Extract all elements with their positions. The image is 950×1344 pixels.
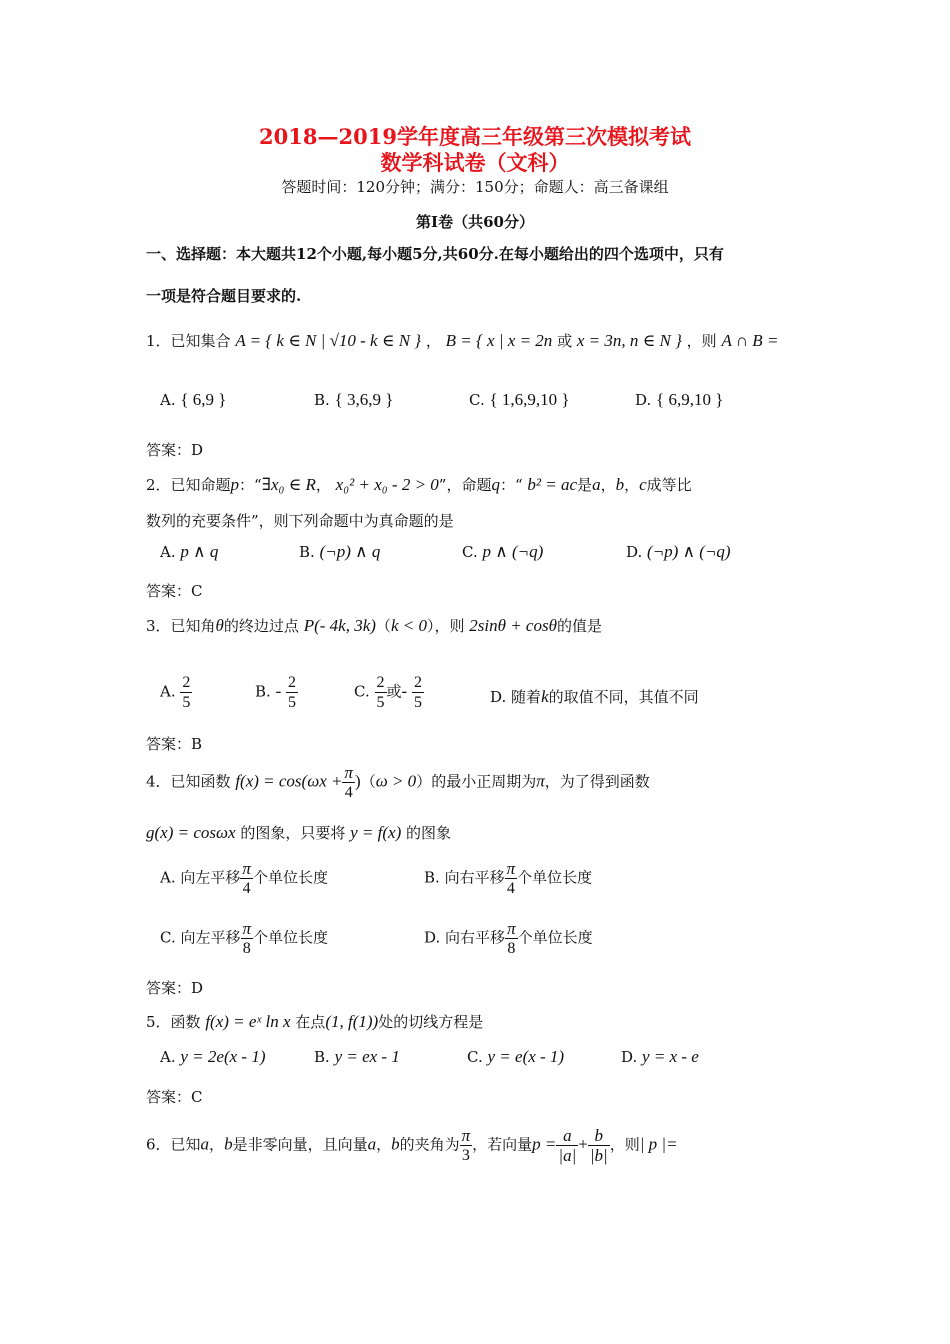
- question-2-stem: 2．已知命题p：“∃x₀ ∈ R， x₀² + x₀ - 2 > 0”，命题q：“ b² = ac是a，b，c成等比: [146, 475, 692, 494]
- question-6-stem: 6．已知a，b是非零向量，且向量a，b的夹角为 $\frac{\pi}{3}$ ，若向量p = $\frac{a}{|a|}$ + $\frac{b}{|b|}$ ，则| p |=: [146, 1126, 678, 1165]
- question-4-option-d: D. 向右平移 $\frac{\pi}{8}$ 个单位长度: [424, 919, 593, 957]
- question-4-answer: 答案：D: [146, 979, 204, 997]
- question-2-option-c: C. p ∧ (¬q): [462, 542, 544, 561]
- section-heading-line1: 一、选择题：本大题共12个小题,每小题5分,共60分.在每小题给出的四个选项中，只有: [146, 245, 724, 263]
- question-1-answer: 答案：D: [146, 441, 204, 459]
- question-2-option-b: B. (¬p) ∧ q: [299, 542, 381, 561]
- question-3-stem: 3．已知角θ的终边过点 P(- 4k, 3k)（k < 0），则 2sinθ + cosθ的值是: [146, 616, 602, 635]
- question-2-option-d: D. (¬p) ∧ (¬q): [626, 542, 731, 561]
- question-1-option-b: B. { 3,6,9 }: [314, 390, 394, 409]
- fraction: $\frac{\pi}{4}$: [344, 763, 354, 801]
- question-1-stem: 1．已知集合 A = { k ∈ N | √10 - k ∈ N } ， B = { x | x = 2n 或 x = 3n, n ∈ N } ，则 A ∩ B =: [146, 331, 779, 350]
- question-5-option-b: B. y = ex - 1: [314, 1047, 400, 1066]
- question-1-option-a: A. { 6,9 }: [160, 390, 227, 409]
- question-4-stem-line2: g(x) = cosωx 的图象，只要将 y = f(x) 的图象: [146, 823, 452, 842]
- question-5-answer: 答案：C: [146, 1088, 203, 1106]
- fraction: $\frac{a}{|a|}$: [558, 1126, 577, 1165]
- question-1-option-d: D. { 6,9,10 }: [635, 390, 724, 409]
- fraction: $\frac{2}{5}$: [376, 674, 385, 711]
- question-4-option-b: B. 向右平移 $\frac{\pi}{4}$ 个单位长度: [424, 859, 593, 897]
- fraction: $\frac{\pi}{8}$: [507, 919, 516, 957]
- question-4-option-c: C. 向左平移 $\frac{\pi}{8}$ 个单位长度: [160, 919, 329, 957]
- fraction: $\frac{2}{5}$: [182, 674, 191, 711]
- question-3-option-a: A. $\frac{2}{5}$: [160, 674, 191, 711]
- question-2-answer: 答案：C: [146, 582, 203, 600]
- question-2-stem-line2: 数列的充要条件”，则下列命题中为真命题的是: [146, 512, 454, 530]
- question-5-stem: 5．函数 f(x) = eˣ ln x 在点(1, f(1))处的切线方程是: [146, 1012, 484, 1031]
- question-3-answer: 答案：B: [146, 735, 203, 753]
- question-3-option-b: B. - $\frac{2}{5}$: [255, 674, 297, 711]
- question-4-stem: 4．已知函数 f(x) = cos(ωx + $\frac{\pi}{4}$ )（ω > 0）的最小正周期为π，为了得到函数: [146, 763, 650, 801]
- question-3-option-c: C. $\frac{2}{5}$ 或- $\frac{2}{5}$: [354, 674, 422, 711]
- fraction: $\frac{b}{|b|}$: [589, 1126, 608, 1165]
- fraction: $\frac{\pi}{4}$: [242, 859, 251, 897]
- question-5-option-a: A. y = 2e(x - 1): [160, 1047, 266, 1066]
- question-2-option-a: A. p ∧ q: [160, 542, 219, 561]
- volume-title: 第Ⅰ卷（共60分）: [416, 213, 534, 231]
- fraction: $\frac{\pi}{8}$: [242, 919, 252, 957]
- question-5-option-d: D. y = x - e: [621, 1047, 699, 1066]
- fraction: $\frac{2}{5}$: [288, 674, 297, 711]
- question-5-option-c: C. y = e(x - 1): [467, 1047, 565, 1066]
- question-1-option-c: C. { 1,6,9,10 }: [469, 390, 570, 409]
- question-3-option-d: D. 随着k的取值不同，其值不同: [490, 687, 699, 706]
- exam-title-line1: 2018—2019学年度高三年级第三次模拟考试: [259, 124, 691, 149]
- section-heading-line2: 一项是符合题目要求的.: [146, 287, 302, 305]
- question-4-option-a: A. 向左平移 $\frac{\pi}{4}$ 个单位长度: [160, 859, 328, 897]
- fraction: $\frac{\pi}{4}$: [506, 859, 516, 897]
- exam-title-line2: 数学科试卷（文科）: [380, 150, 570, 175]
- fraction: $\frac{\pi}{3}$: [461, 1126, 471, 1164]
- exam-info: 答题时间：120分钟；满分：150分；命题人：高三备课组: [281, 178, 669, 196]
- fraction: $\frac{2}{5}$: [413, 674, 422, 711]
